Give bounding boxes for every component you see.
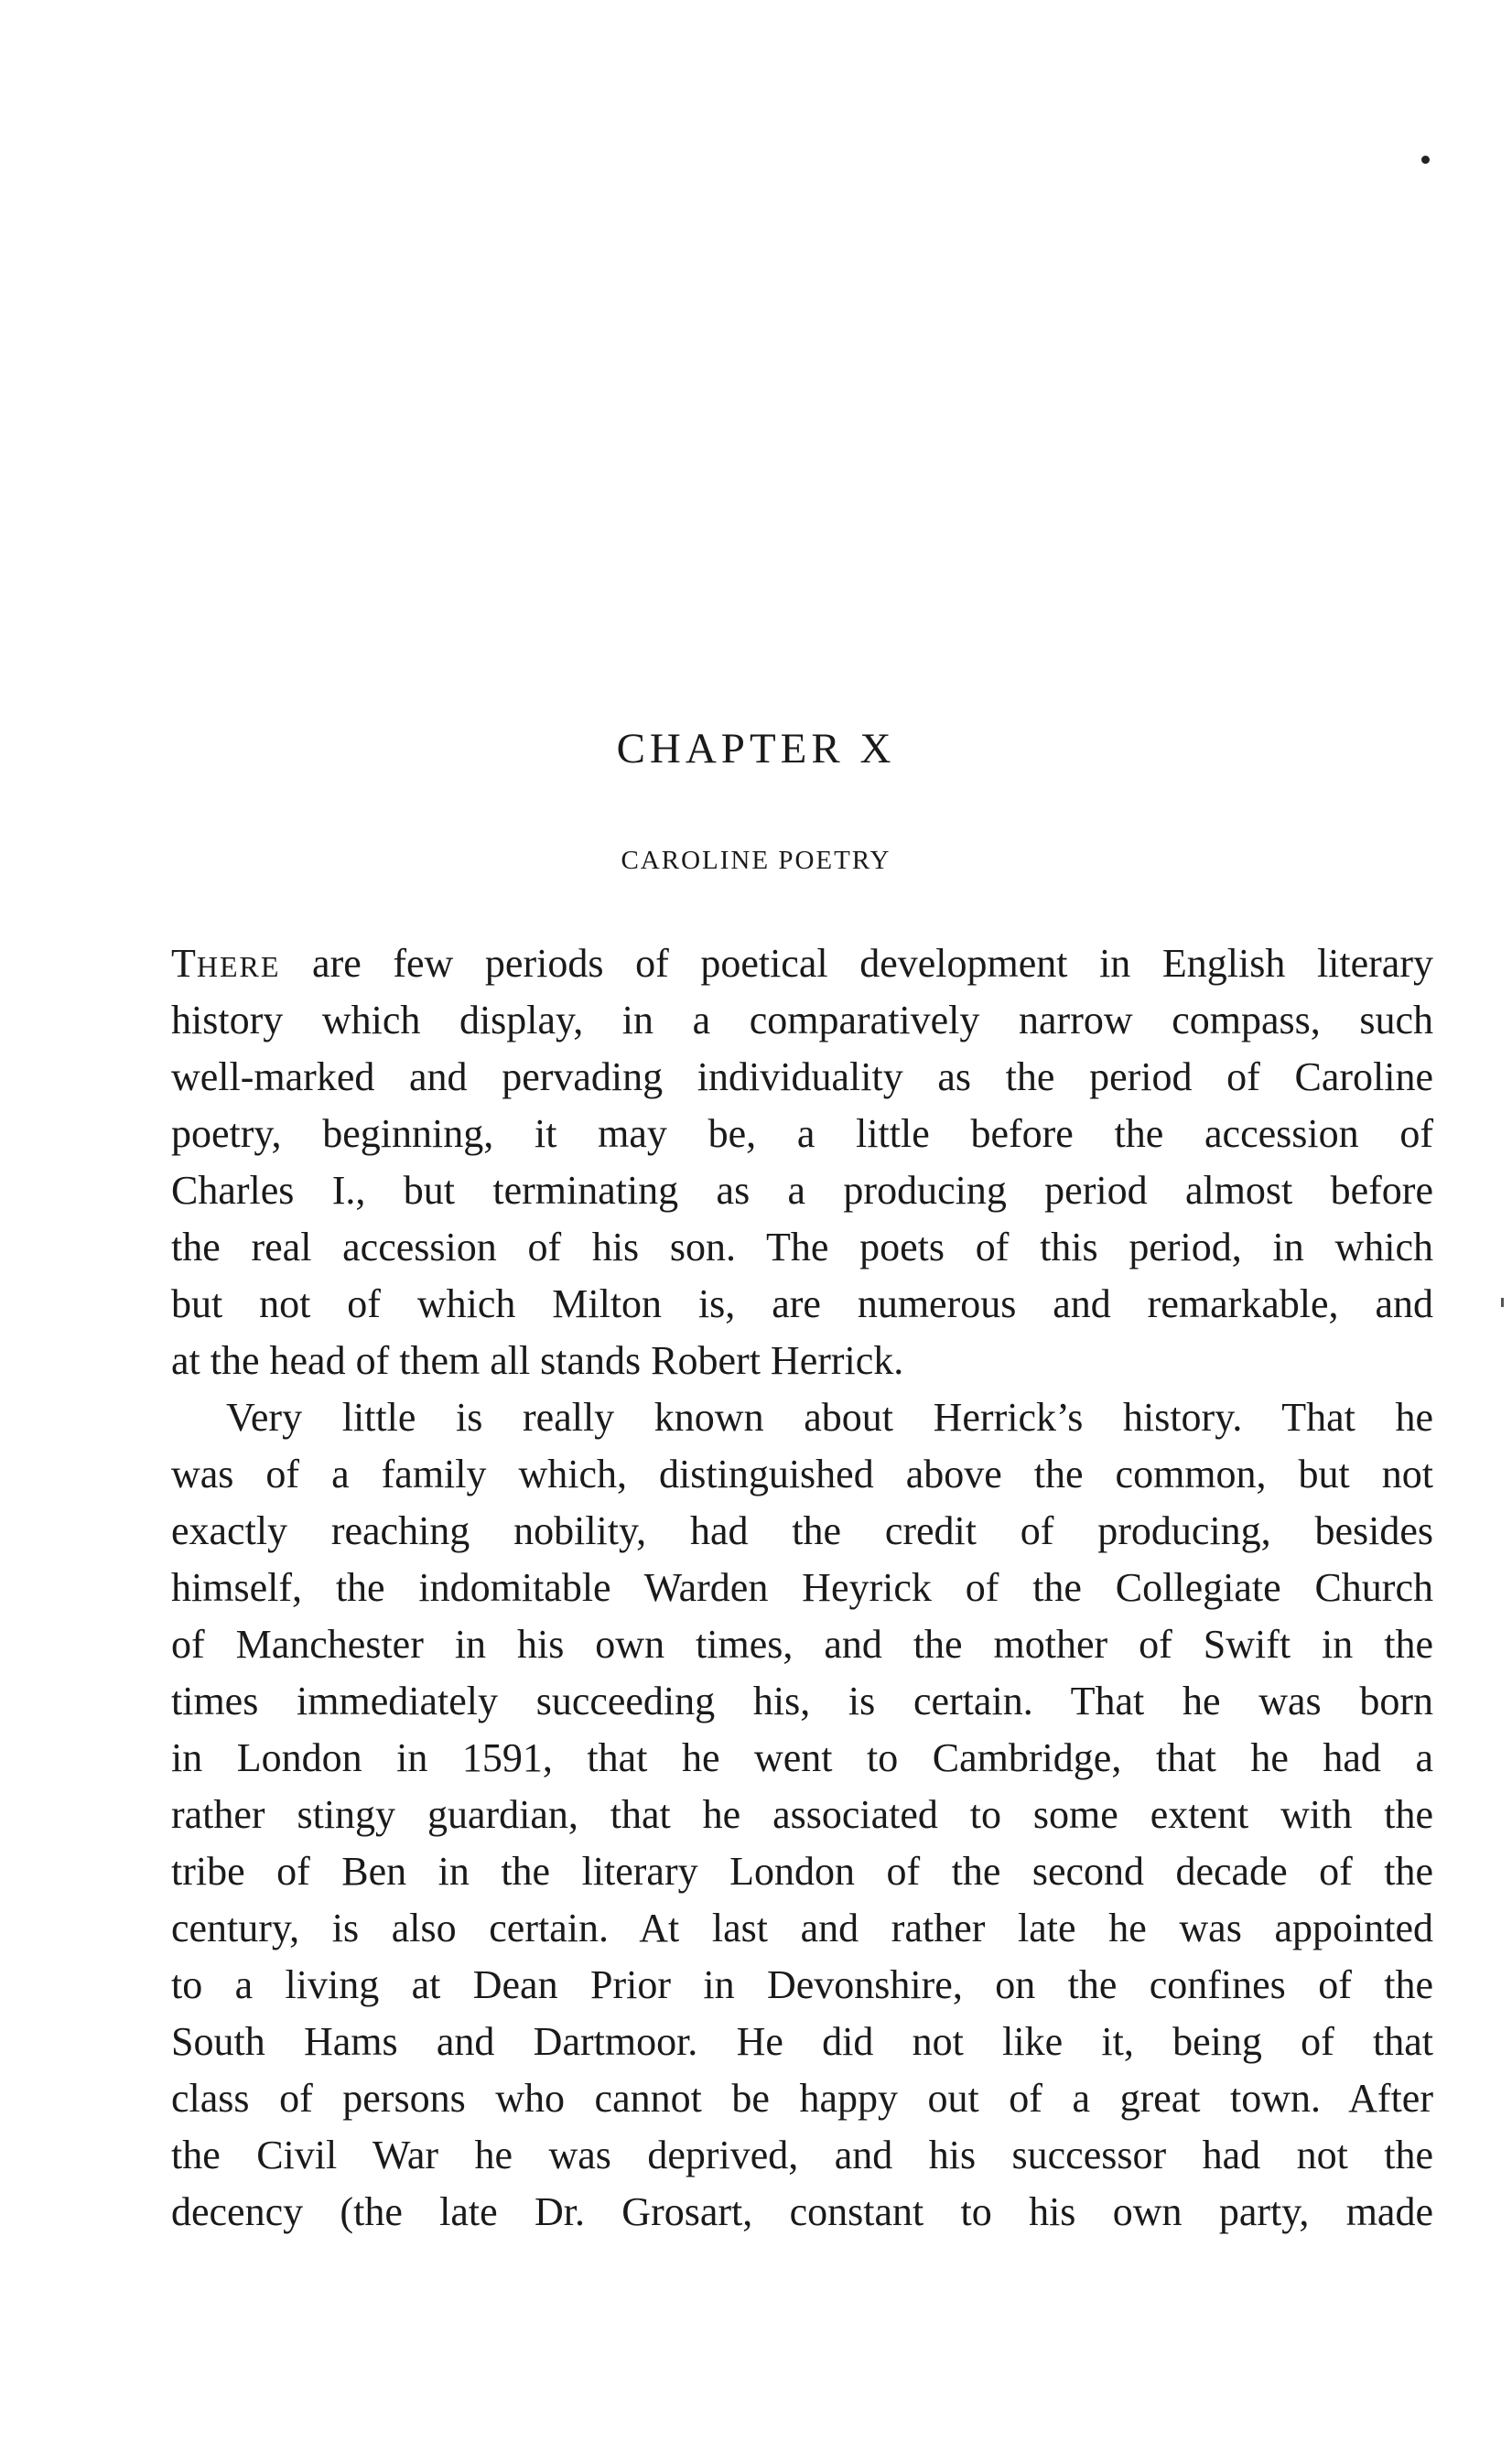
text-line: Very little is really known about Herrick’s history. That he <box>226 1395 1433 1440</box>
text-line-rest: are few periods of poetical development in English literary <box>280 941 1433 986</box>
text-line: at the head of them all stands Robert Herrick. <box>171 1338 904 1383</box>
text-line: decency (the late Dr. Grosart, constant to his own party, made <box>171 2189 1433 2234</box>
text-line: but not of which Milton is, are numerous and remarkable, and <box>171 1281 1433 1326</box>
drop-cap: T <box>171 941 197 986</box>
text-line: exactly reaching nobility, had the credit of producing, besides <box>171 1508 1433 1553</box>
text-line: rather stingy guardian, that he associated to some extent with the <box>171 1792 1433 1837</box>
small-caps-lead: HERE <box>196 950 281 983</box>
text-line: was of a family which, distinguished above the common, but not <box>171 1452 1433 1496</box>
text-line: poetry, beginning, it may be, a little before the accession of <box>171 1111 1433 1156</box>
text-line: well-marked and pervading individuality as the period of Caroline <box>171 1054 1433 1099</box>
page-edge-mark <box>1501 1298 1504 1307</box>
text-line: himself, the indomitable Warden Heyrick of the Collegiate Church <box>171 1565 1433 1610</box>
chapter-subtitle: CAROLINE POETRY <box>621 846 891 875</box>
text-line: Charles I., but terminating as a producing period almost before <box>171 1168 1433 1213</box>
text-line: class of persons who cannot be happy out of a great town. After <box>171 2076 1433 2121</box>
text-line: century, is also certain. At last and rather late he was appointed <box>171 1906 1433 1950</box>
text-line <box>171 935 1433 992</box>
text-line: times immediately succeeding his, is certain. That he was born <box>171 1679 1433 1723</box>
text-line: to a living at Dean Prior in Devonshire, on the confines of the <box>171 1962 1433 2007</box>
text-line: the Civil War he was deprived, and his successor had not the <box>171 2133 1433 2177</box>
text-line: of Manchester in his own times, and the mother of Swift in the <box>171 1622 1433 1667</box>
text-line: history which display, in a comparatively narrow compass, such <box>171 998 1433 1042</box>
body-text <box>171 935 1433 2241</box>
text-line: the real accession of his son. The poets of this period, in which <box>171 1225 1433 1269</box>
page-speck <box>1421 156 1430 164</box>
chapter-heading: CHAPTER X <box>616 725 896 772</box>
text-line: tribe of Ben in the literary London of the second decade of the <box>171 1849 1433 1894</box>
text-line: South Hams and Dartmoor. He did not like it, being of that <box>171 2019 1433 2064</box>
text-line: in London in 1591, that he went to Cambridge, that he had a <box>171 1735 1433 1780</box>
